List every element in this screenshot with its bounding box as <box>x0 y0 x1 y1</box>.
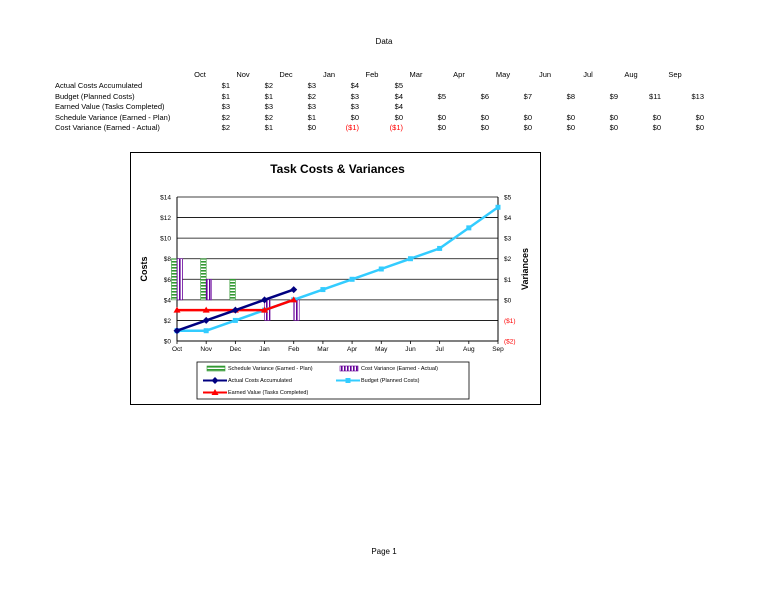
x-tick-label: Feb <box>288 346 300 353</box>
y-tick-label: $6 <box>163 276 171 284</box>
table-cell: $0 <box>480 113 489 122</box>
point-budget-planned-costs <box>350 277 355 282</box>
table-cell: $3 <box>307 102 316 111</box>
chart-frame <box>130 152 541 405</box>
table-cell: $0 <box>437 123 446 132</box>
table-cell: $3 <box>307 81 316 90</box>
table-cell: $11 <box>649 92 661 101</box>
table-cell: $2 <box>264 113 273 122</box>
y-tick-label: $0 <box>163 338 171 346</box>
y2-tick-label: ($2) <box>504 338 516 346</box>
x-tick-label: Aug <box>463 346 475 353</box>
y2-tick-label: ($1) <box>504 317 516 325</box>
table-cell: $0 <box>609 123 618 132</box>
month-header: Jul <box>583 70 593 79</box>
table-cell: $0 <box>523 123 532 132</box>
point-actual-costs-accumulated <box>290 286 297 293</box>
y2-tick-label: $1 <box>504 276 512 284</box>
table-cell: $1 <box>264 123 273 132</box>
table-cell: $2 <box>221 113 230 122</box>
table-cell: ($1) <box>345 123 359 132</box>
line-budget-planned-costs <box>177 207 498 330</box>
table-cell: $0 <box>350 113 359 122</box>
bar-schedule-variance <box>201 259 207 300</box>
x-tick-label: May <box>375 346 388 353</box>
month-header: May <box>495 70 511 79</box>
task-costs-chart <box>131 153 540 404</box>
y2-axis-title: Variances <box>520 247 530 291</box>
bar-cost-variance <box>177 259 183 300</box>
table-cell: $2 <box>307 92 316 101</box>
x-tick-label: Sep <box>492 346 504 353</box>
point-budget-planned-costs <box>408 256 413 261</box>
y-tick-label: $8 <box>163 256 171 264</box>
table-cell: $0 <box>695 123 704 132</box>
table-cell: $5 <box>394 81 403 90</box>
x-tick-label: Dec <box>229 346 242 353</box>
table-cell: $0 <box>480 123 489 132</box>
x-tick-label: Jul <box>435 346 444 353</box>
table-cell: $0 <box>566 113 575 122</box>
table-cell: $1 <box>307 113 316 122</box>
point-budget-planned-costs <box>204 328 209 333</box>
legend-label-actual-costs-accumulated: Actual Costs Accumulated <box>228 378 292 384</box>
legend-swatch-schedule-variance-earned-plan <box>207 366 225 371</box>
y2-tick-label: $4 <box>504 215 512 223</box>
point-budget-planned-costs <box>379 267 384 272</box>
sheet-title: Data <box>375 37 393 46</box>
table-cell: $0 <box>307 123 316 132</box>
table-cell: ($1) <box>389 123 403 132</box>
table-cell: $0 <box>394 113 403 122</box>
table-cell: $2 <box>264 81 273 90</box>
legend-swatch-cost-variance-earned-actual <box>340 366 358 371</box>
table-cell: $7 <box>523 92 532 101</box>
y-tick-label: $12 <box>160 215 171 223</box>
y-tick-label: $10 <box>160 235 171 243</box>
table-cell: $3 <box>264 102 273 111</box>
table-cell: $13 <box>691 92 704 101</box>
table-cell: $4 <box>350 81 359 90</box>
month-header: Mar <box>409 70 423 79</box>
month-header: Apr <box>453 70 465 79</box>
table-cell: $0 <box>437 113 446 122</box>
month-header: Oct <box>194 70 206 79</box>
legend-label-earned-value-tasks-completed: Earned Value (Tasks Completed) <box>228 390 309 396</box>
point-budget-planned-costs <box>233 318 238 323</box>
table-cell: $0 <box>695 113 704 122</box>
x-tick-label: Jan <box>259 346 270 353</box>
bar-schedule-variance <box>172 259 178 300</box>
table-cell: $3 <box>221 102 230 111</box>
table-cell: $0 <box>652 113 661 122</box>
table-cell: $0 <box>566 123 575 132</box>
table-cell: $5 <box>437 92 446 101</box>
table-cell: $3 <box>350 102 359 111</box>
row-label: Schedule Variance (Earned - Plan) <box>55 113 171 122</box>
y-tick-label: $2 <box>163 317 171 325</box>
table-cell: $0 <box>609 113 618 122</box>
table-cell: $4 <box>394 102 403 111</box>
y-tick-label: $14 <box>160 194 171 202</box>
row-label: Earned Value (Tasks Completed) <box>55 102 165 111</box>
table-cell: $1 <box>221 81 230 90</box>
legend-marker-budget-planned-costs <box>346 378 351 383</box>
x-tick-label: Mar <box>317 346 329 353</box>
row-label: Cost Variance (Earned - Actual) <box>55 123 160 132</box>
point-budget-planned-costs <box>466 225 471 230</box>
point-actual-costs-accumulated <box>203 317 210 324</box>
point-budget-planned-costs <box>437 246 442 251</box>
y2-tick-label: $0 <box>504 297 512 305</box>
legend-label-schedule-variance-earned-plan: Schedule Variance (Earned - Plan) <box>228 366 313 372</box>
table-cell: $4 <box>394 92 403 101</box>
month-header: Dec <box>279 70 293 79</box>
page-number: Page 1 <box>371 547 397 556</box>
legend-label-budget-planned-costs: Budget (Planned Costs) <box>361 378 420 384</box>
x-tick-label: Apr <box>347 346 358 353</box>
month-header: Jun <box>538 70 552 79</box>
x-tick-label: Nov <box>200 346 212 353</box>
month-header: Jan <box>322 70 336 79</box>
point-budget-planned-costs <box>496 205 501 210</box>
x-tick-label: Jun <box>405 346 416 353</box>
row-label: Actual Costs Accumulated <box>55 81 143 90</box>
y-tick-label: $4 <box>163 297 171 305</box>
y-axis-title: Costs <box>139 256 149 282</box>
table-cell: $1 <box>221 92 230 101</box>
bar-cost-variance <box>294 300 300 321</box>
row-label: Budget (Planned Costs) <box>55 92 135 101</box>
table-cell: $1 <box>264 92 273 101</box>
y2-tick-label: $5 <box>504 194 512 202</box>
table-cell: $9 <box>609 92 618 101</box>
table-cell: $0 <box>523 113 532 122</box>
bar-cost-variance <box>206 279 212 300</box>
point-budget-planned-costs <box>320 287 325 292</box>
x-tick-label: Oct <box>171 346 183 353</box>
table-cell: $6 <box>480 92 489 101</box>
month-header: Sep <box>668 70 682 79</box>
table-cell: $3 <box>350 92 359 101</box>
legend-label-cost-variance-earned-actual: Cost Variance (Earned - Actual) <box>361 366 438 372</box>
table-cell: $2 <box>221 123 230 132</box>
y2-tick-label: $3 <box>504 235 512 243</box>
table-cell: $0 <box>652 123 661 132</box>
bar-schedule-variance <box>230 279 236 300</box>
table-cell: $8 <box>566 92 575 101</box>
month-header: Nov <box>236 70 250 79</box>
chart-title: Task Costs & Variances <box>270 162 405 176</box>
y2-tick-label: $2 <box>504 256 512 264</box>
month-header: Aug <box>624 70 638 79</box>
month-header: Feb <box>365 70 379 79</box>
